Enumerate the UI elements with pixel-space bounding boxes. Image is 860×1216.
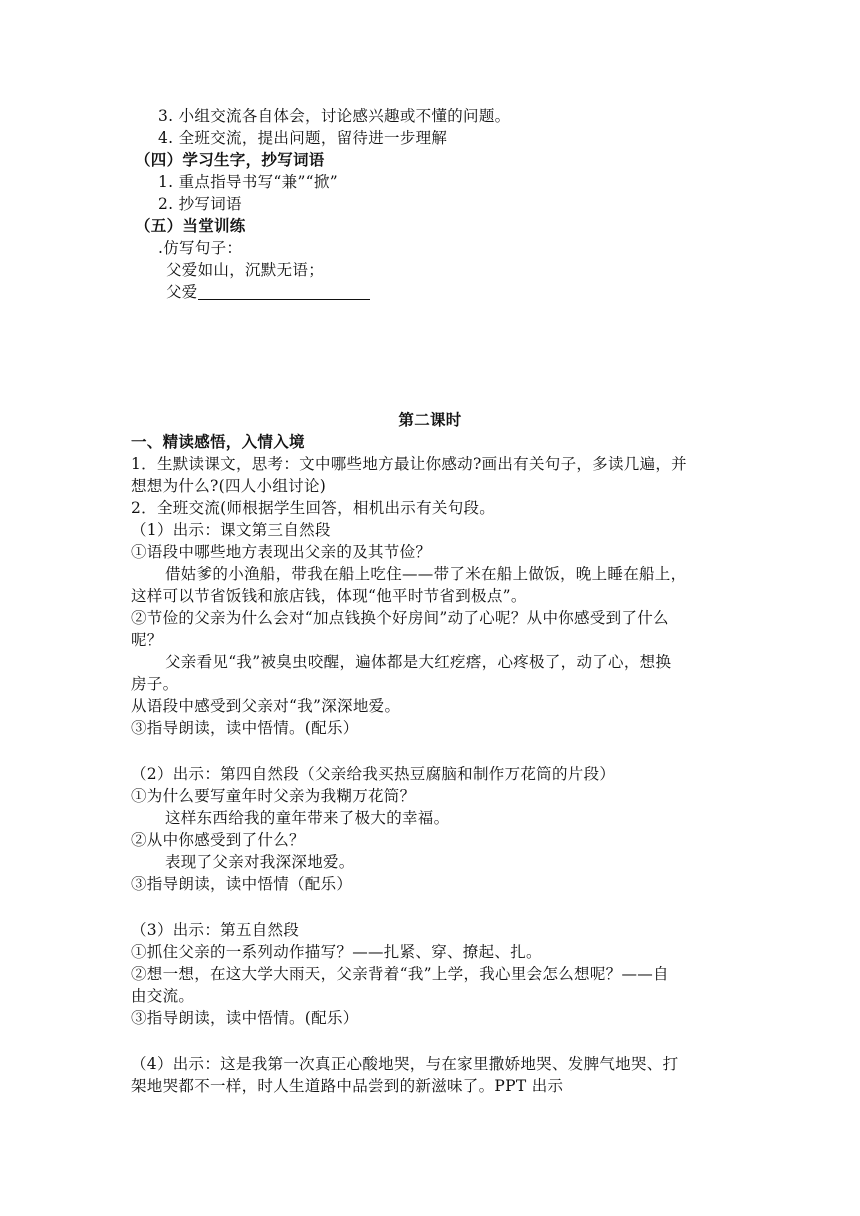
list-item: 3. 小组交流各自体会，讨论感兴趣或不懂的问题。 — [158, 107, 511, 125]
paragraph-line: 1．生默读课文，思考：文中哪些地方最让你感动?画出有关句子，多读几遍，并 — [131, 455, 687, 473]
lesson-title: 第二课时 — [398, 410, 462, 429]
paragraph-line: 架地哭都不一样，时人生道路中品尝到的新滋味了。PPT 出示 — [131, 1077, 564, 1095]
subsection-heading: （2）出示：第四自然段（父亲给我买热豆腐脑和制作万花筒的片段） — [131, 765, 616, 783]
question: ②想一想，在这大学大雨天，父亲背着“我”上学，我心里会怎么想呢？——自 — [131, 965, 669, 983]
subsection-heading: （3）出示：第五自然段 — [131, 921, 300, 939]
question: ③指导朗读，读中悟情。(配乐） — [131, 719, 359, 737]
list-item: 1. 重点指导书写“兼”“掀” — [158, 173, 338, 191]
question: 由交流。 — [131, 987, 195, 1005]
answer-line: 从语段中感受到父亲对“我”深深地爱。 — [131, 697, 401, 715]
question: ③指导朗读，读中悟情（配乐） — [131, 875, 353, 893]
exercise-prompt-text: 父爱 — [166, 283, 198, 301]
answer-line: 这样东西给我的童年带来了极大的幸福。 — [165, 809, 450, 827]
question: ②节俭的父亲为什么会对“加点钱换个好房间”动了心呢？从中你感受到了什么 — [131, 609, 669, 627]
subsection-heading: （1）出示：课文第三自然段 — [131, 521, 331, 539]
question: 呢？ — [131, 631, 163, 649]
list-item: 2. 抄写词语 — [158, 195, 242, 213]
question: ①语段中哪些地方表现出父亲的及其节俭？ — [131, 543, 432, 561]
paragraph-line: 2．全班交流(师根据学生回答，相机出示有关句段。 — [131, 499, 496, 517]
section-heading: （五）当堂训练 — [135, 216, 246, 235]
answer-line: 表现了父亲对我深深地爱。 — [165, 853, 355, 871]
answer-line: 房子。 — [131, 675, 179, 693]
answer-line: 借姑爹的小渔船，带我在船上吃住——带了米在船上做饭，晚上睡在船上， — [165, 565, 687, 583]
answer-line: 这样可以节省饭钱和旅店钱，体现“他平时节省到极点”。 — [131, 587, 527, 605]
question: ①抓住父亲的一系列动作描写？——扎紧、穿、撩起、扎。 — [131, 943, 542, 961]
section-heading: （四）学习生字，抄写词语 — [135, 150, 325, 169]
subsection-heading: （4）出示：这是我第一次真正心酸地哭，与在家里撒娇地哭、发脾气地哭、打 — [131, 1055, 679, 1073]
fill-blank-line — [198, 283, 370, 300]
answer-line: 父亲看见“我”被臭虫咬醒，遍体都是大红疙瘩，心疼极了，动了心，想换 — [165, 653, 672, 671]
question: ③指导朗读，读中悟情。(配乐） — [131, 1009, 359, 1027]
exercise-intro: .仿写句子： — [158, 239, 243, 257]
question: ①为什么要写童年时父亲为我糊万花筒？ — [131, 787, 416, 805]
question: ②从中你感受到了什么？ — [131, 831, 305, 849]
paragraph-line: 想想为什么?(四人小组讨论) — [131, 477, 327, 495]
part-heading: 一、精读感悟，入情入境 — [131, 432, 305, 451]
exercise-example: 父爱如山，沉默无语； — [166, 261, 325, 279]
list-item: 4. 全班交流，提出问题，留待进一步理解 — [158, 129, 448, 147]
exercise-prompt — [166, 281, 370, 303]
